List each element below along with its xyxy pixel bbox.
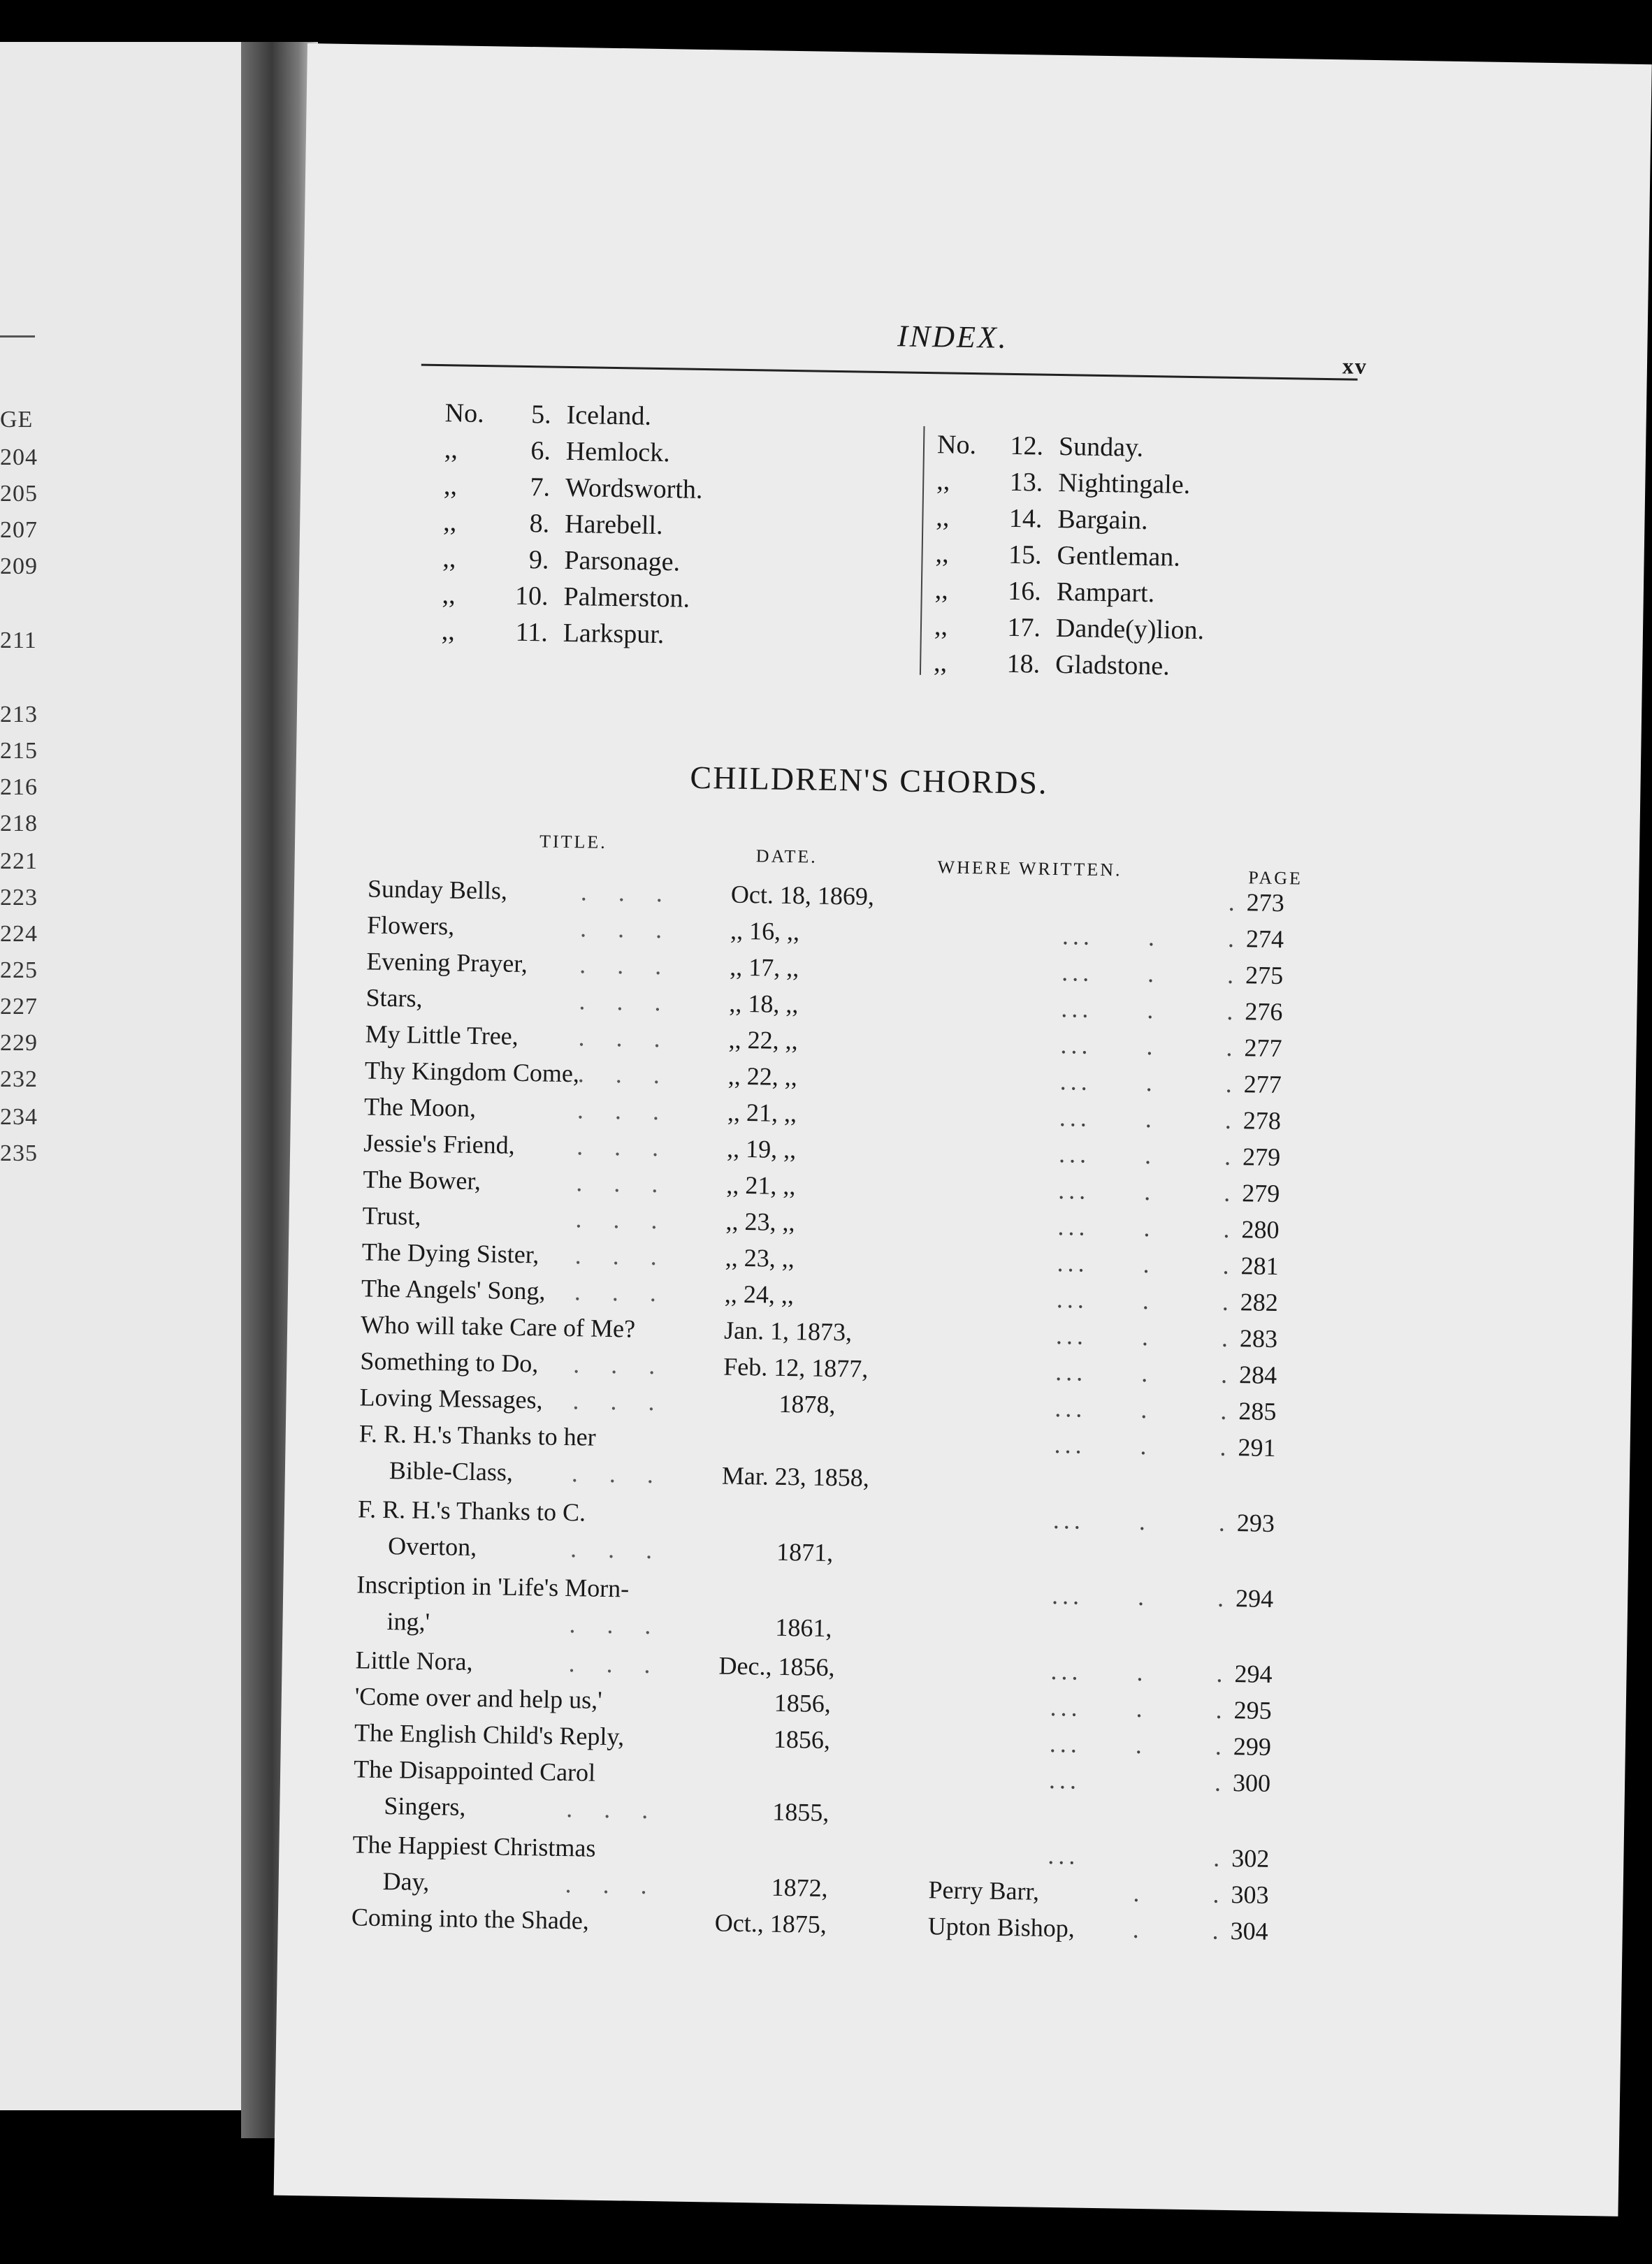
table-row: The Disappointed Carol ... . 300 (353, 1755, 1271, 1797)
table-row: Bible-Class, . . . Mar. 23, 1858, (389, 1456, 870, 1492)
tune-item: ,, 11. Larkspur. (441, 616, 665, 650)
running-head: INDEX. (897, 319, 1009, 355)
left-page-number: 221 (0, 848, 38, 874)
tune-item: ,, 16. Rampart. (934, 575, 1155, 609)
tune-item: ,, 8. Harebell. (442, 507, 663, 541)
left-page-number: 225 (0, 957, 38, 983)
table-row: My Little Tree, . . . ,, 22, ,, ... . . 277 (365, 1019, 1282, 1063)
tune-item: No. 12. Sunday. (936, 430, 1144, 463)
table-row: The Dying Sister, . . . ,, 23, ,, ... . . 281 (361, 1238, 1279, 1281)
tune-list-left (441, 395, 704, 653)
table-row: Inscription in 'Life's Morn- ... . . 294 (356, 1570, 1274, 1613)
left-page-number: 229 (0, 1030, 38, 1056)
left-page-rule (0, 335, 35, 338)
table-row: Trust, . . . ,, 23, ,, ... . . 280 (362, 1201, 1280, 1245)
left-page-number: 223 (0, 885, 38, 910)
left-page-number: 209 (0, 553, 38, 579)
left-page-number: 218 (0, 811, 38, 836)
left-facing-page (0, 42, 260, 2110)
left-page-number: 215 (0, 738, 38, 764)
index-page (274, 43, 1652, 2216)
table-row: Thy Kingdom Come, . . . ,, 22, ,, ... . . 277 (364, 1056, 1282, 1099)
tune-item: ,, 15. Gentleman. (935, 539, 1181, 572)
column-header-title: TITLE. (539, 831, 608, 852)
tune-item: ,, 10. Palmerston. (442, 580, 690, 614)
tune-item: ,, 14. Bargain. (936, 502, 1148, 535)
left-page-number: 235 (0, 1140, 38, 1166)
tune-column-divider (920, 426, 925, 675)
tune-list-right (934, 426, 1208, 685)
table-row: Singers, . . . 1855, (384, 1792, 829, 1827)
table-row: Loving Messages, . . . 1878, ... . . 285 (359, 1383, 1277, 1426)
tune-item: ,, 6. Hemlock. (444, 435, 670, 468)
left-page-number: 227 (0, 994, 38, 1019)
table-row: Day, . . . 1872, Perry Barr, . . 303 (382, 1867, 1269, 1909)
tune-item: ,, 18. Gladstone. (933, 648, 1171, 681)
table-row: The Angels' Song, . . . ,, 24, ,, ... . . 282 (361, 1274, 1279, 1317)
left-page-number: 211 (0, 627, 37, 653)
table-row: Flowers, . . . ,, 16, ,, ... . . 274 (366, 910, 1284, 954)
tune-item: ,, 17. Dande(y)lion. (934, 611, 1205, 646)
left-page-number: GE (0, 407, 34, 433)
table-row: Evening Prayer, . . . ,, 17, ,, ... . . 275 (366, 947, 1284, 990)
table-row: F. R. H.'s Thanks to her ... . . 291 (358, 1419, 1276, 1463)
table-row: The Bower, . . . ,, 21, ,, ... . . 279 (363, 1165, 1280, 1208)
table-row: Who will take Care of Me? Jan. 1, 1873, ... . . 283 (360, 1310, 1278, 1354)
left-page-number: 234 (0, 1104, 38, 1130)
column-header-where: WHERE WRITTEN. (937, 857, 1122, 880)
table-row: The Happiest Christmas ... . 302 (352, 1830, 1270, 1873)
left-page-number: 216 (0, 774, 38, 800)
table-row: Sunday Bells, . . . Oct. 18, 1869, . 273 (367, 874, 1285, 917)
section-title: CHILDREN'S CHORDS. (690, 759, 1048, 801)
left-page-number: 232 (0, 1066, 38, 1092)
table-row: ing,' . . . 1861, (386, 1607, 832, 1643)
table-row: F. R. H.'s Thanks to C. ... . . 293 (357, 1495, 1275, 1537)
header-rule (421, 364, 1358, 381)
table-row: Little Nora, . . . Dec., 1856, ... . . 294 (355, 1646, 1273, 1688)
left-page-number: 207 (0, 517, 38, 543)
table-row: 'Come over and help us,' 1856, ... . . 295 (354, 1682, 1273, 1725)
tune-item: ,, 13. Nightingale. (936, 466, 1191, 500)
table-row: Jessie's Friend, . . . ,, 19, ,, ... . . 279 (363, 1129, 1281, 1172)
table-row: Stars, . . . ,, 18, ,, ... . . 276 (365, 983, 1283, 1026)
tune-item: ,, 7. Wordsworth. (443, 471, 703, 505)
left-page-number: 205 (0, 481, 38, 507)
tune-item: No. 5. Iceland. (444, 398, 652, 431)
table-row: The Moon, . . . ,, 21, ,, ... . . 278 (363, 1092, 1282, 1135)
page-number: xv (1342, 353, 1368, 379)
table-row: Overton, . . . 1871, (387, 1532, 834, 1567)
left-page-number: 204 (0, 444, 38, 470)
left-page-number: 224 (0, 921, 38, 947)
table-row: Coming into the Shade, Oct., 1875, Upton Bishop, . . 304 (351, 1903, 1269, 1945)
tune-item: ,, 9. Parsonage. (442, 544, 681, 577)
table-row: The English Child's Reply, 1856, ... . . 299 (354, 1718, 1272, 1761)
column-header-date: DATE. (755, 846, 818, 867)
left-page-number: 213 (0, 702, 38, 727)
column-header-page: PAGE (1248, 867, 1303, 889)
table-row: Something to Do, . . . Feb. 12, 1877, ... . . 284 (360, 1347, 1277, 1390)
